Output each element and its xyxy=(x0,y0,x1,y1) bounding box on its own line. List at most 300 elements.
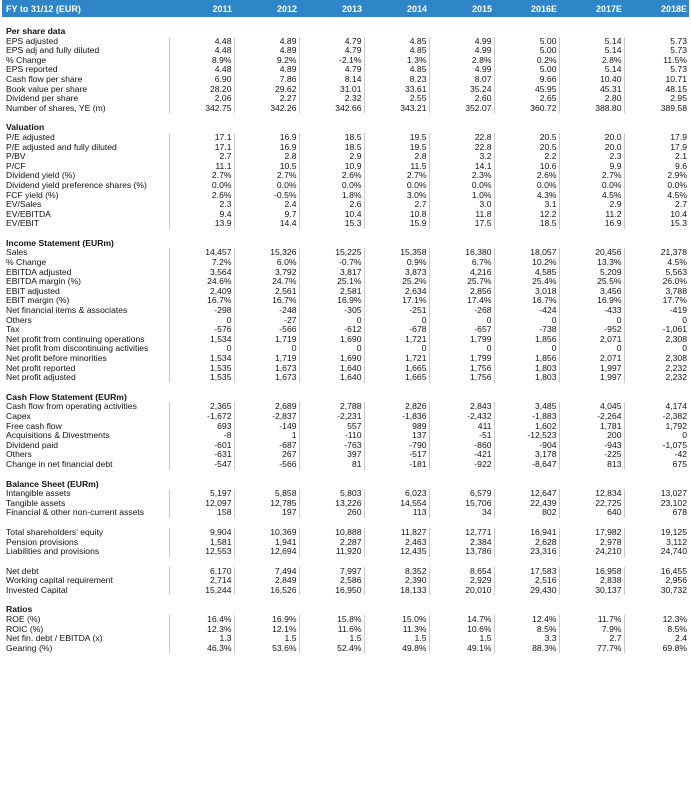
value-cell: 13,786 xyxy=(429,547,494,557)
value-cell: 4,216 xyxy=(429,268,494,278)
spacer-row xyxy=(2,383,689,393)
spacer-cell xyxy=(2,229,689,239)
value-cell: 0 xyxy=(624,316,689,326)
row-label: Free cash flow xyxy=(6,421,62,431)
row-label: Dividend per share xyxy=(6,94,79,104)
row-label: Dividend yield preference shares (%) xyxy=(6,180,147,190)
spacer-cell xyxy=(2,595,689,605)
value-cell: -2,231 xyxy=(299,412,364,422)
value-cell: 802 xyxy=(494,508,559,518)
value-cell: 16.4% xyxy=(169,615,234,625)
year-header: 2015 xyxy=(429,0,494,17)
value-cell: 3.1 xyxy=(494,200,559,210)
value-cell: 397 xyxy=(299,450,364,460)
value-cell: 0.0% xyxy=(234,181,299,191)
value-cell: 1.0% xyxy=(429,191,494,201)
value-cell: 8.9% xyxy=(169,56,234,66)
value-cell: 1.3 xyxy=(169,634,234,644)
value-cell: 3,456 xyxy=(559,287,624,297)
value-cell: 10,888 xyxy=(299,528,364,538)
value-cell: 20,456 xyxy=(559,248,624,258)
value-cell: 0 xyxy=(559,344,624,354)
value-cell: 2.6 xyxy=(299,200,364,210)
value-cell: 2.32 xyxy=(299,94,364,104)
value-cell: 2.3 xyxy=(559,152,624,162)
spacer-row xyxy=(2,229,689,239)
value-cell: 15.8% xyxy=(299,615,364,625)
value-cell: 12.4% xyxy=(494,615,559,625)
value-cell: 8,654 xyxy=(429,567,494,577)
value-cell: 1,792 xyxy=(624,422,689,432)
value-cell: 15,706 xyxy=(429,499,494,509)
value-cell: 12.2 xyxy=(494,210,559,220)
value-cell: 13,027 xyxy=(624,489,689,499)
value-cell: 2.9 xyxy=(559,200,624,210)
value-cell: 14.4 xyxy=(234,219,299,229)
value-cell: 13.9 xyxy=(169,219,234,229)
value-cell: 3,873 xyxy=(364,268,429,278)
value-cell: 45.95 xyxy=(494,85,559,95)
value-cell: -251 xyxy=(364,306,429,316)
value-cell: 2,581 xyxy=(299,287,364,297)
value-cell: 49.8% xyxy=(364,644,429,654)
value-cell: -2,264 xyxy=(559,412,624,422)
row-label: Net fin. debt / EBITDA (x) xyxy=(6,634,103,644)
value-cell: 2.6% xyxy=(169,191,234,201)
value-cell: 16,941 xyxy=(494,528,559,538)
value-cell: 15.3 xyxy=(299,219,364,229)
value-cell: 15,358 xyxy=(364,248,429,258)
row-label: Gearing (%) xyxy=(6,643,53,653)
value-cell: 8.23 xyxy=(364,75,429,85)
value-cell: -421 xyxy=(429,450,494,460)
year-header: 2011 xyxy=(169,0,234,17)
row-label: Net profit adjusted xyxy=(6,373,76,383)
value-cell: 1,719 xyxy=(234,335,299,345)
row-label: Change in net financial debt xyxy=(6,459,113,469)
value-cell: 29,430 xyxy=(494,586,559,596)
value-cell: 4,045 xyxy=(559,402,624,412)
value-cell: 2,071 xyxy=(559,354,624,364)
value-cell: 6.7% xyxy=(429,258,494,268)
value-cell: 2.65 xyxy=(494,94,559,104)
value-cell: 0.0% xyxy=(429,181,494,191)
value-cell: 15,326 xyxy=(234,248,299,258)
value-cell: -2.1% xyxy=(299,56,364,66)
row-label: EV/EBITDA xyxy=(6,209,51,219)
table-row xyxy=(2,586,689,596)
value-cell: 26.0% xyxy=(624,277,689,287)
value-cell: 1,640 xyxy=(299,364,364,374)
row-label: Total shareholders' equity xyxy=(6,527,104,537)
value-cell: 0 xyxy=(624,344,689,354)
value-cell: 989 xyxy=(364,422,429,432)
value-cell: 6.90 xyxy=(169,75,234,85)
value-cell: 1,581 xyxy=(169,538,234,548)
value-cell: 1.3% xyxy=(364,56,429,66)
value-cell: 0.9% xyxy=(364,258,429,268)
value-cell: 14.7% xyxy=(429,615,494,625)
value-cell: 4,585 xyxy=(494,268,559,278)
value-cell: 6,579 xyxy=(429,489,494,499)
value-cell: 11.8 xyxy=(429,210,494,220)
section-title: Cash Flow Statement (EURm) xyxy=(6,392,127,402)
value-cell: 10,369 xyxy=(234,528,299,538)
value-cell: -12,523 xyxy=(494,431,559,441)
value-cell: 2,929 xyxy=(429,576,494,586)
value-cell: 53.6% xyxy=(234,644,299,654)
value-cell: 389.58 xyxy=(624,104,689,114)
value-cell: 17.7% xyxy=(624,296,689,306)
value-cell: -149 xyxy=(234,422,299,432)
value-cell: 1.5 xyxy=(234,634,299,644)
value-cell: -433 xyxy=(559,306,624,316)
value-cell: 197 xyxy=(234,508,299,518)
value-cell: 2.9 xyxy=(299,152,364,162)
value-cell: 18.5 xyxy=(299,133,364,143)
row-label: Net profit from discontinuing activities xyxy=(6,344,149,354)
value-cell: 2,365 xyxy=(169,402,234,412)
value-cell: 16.9 xyxy=(559,219,624,229)
value-cell: 22.8 xyxy=(429,133,494,143)
value-cell: 2.27 xyxy=(234,94,299,104)
row-label: Net profit from continuing operations xyxy=(6,334,145,344)
value-cell: 343.21 xyxy=(364,104,429,114)
row-label: EBITDA adjusted xyxy=(6,267,72,277)
value-cell: 4.99 xyxy=(429,65,494,75)
value-cell: 25.5% xyxy=(559,277,624,287)
value-cell: 17.5 xyxy=(429,219,494,229)
value-cell: 0 xyxy=(299,344,364,354)
value-cell: 49.1% xyxy=(429,644,494,654)
value-cell: 0 xyxy=(494,316,559,326)
value-cell: 9.7 xyxy=(234,210,299,220)
value-cell: 5,563 xyxy=(624,268,689,278)
value-cell: 0 xyxy=(169,344,234,354)
spacer-row xyxy=(2,595,689,605)
table-row xyxy=(2,219,689,229)
value-cell: -305 xyxy=(299,306,364,316)
value-cell: 10.4 xyxy=(624,210,689,220)
table-row xyxy=(2,306,689,316)
value-cell: 2.6% xyxy=(494,171,559,181)
value-cell: 0.0% xyxy=(169,181,234,191)
value-cell: 18.5 xyxy=(299,143,364,153)
value-cell: 12,435 xyxy=(364,547,429,557)
value-cell: 9.4 xyxy=(169,210,234,220)
table-row xyxy=(2,499,689,509)
row-label: Financial & other non-current assets xyxy=(6,508,145,518)
value-cell: -2,432 xyxy=(429,412,494,422)
value-cell: 2,390 xyxy=(364,576,429,586)
value-cell: 31.01 xyxy=(299,85,364,95)
value-cell: 16.7% xyxy=(494,296,559,306)
table-row xyxy=(2,508,689,518)
value-cell: 4.5% xyxy=(624,258,689,268)
table-row xyxy=(2,335,689,345)
value-cell: 3,788 xyxy=(624,287,689,297)
value-cell: 2.3 xyxy=(169,200,234,210)
value-cell: 12,553 xyxy=(169,547,234,557)
value-cell: 88.3% xyxy=(494,644,559,654)
value-cell: 16.7% xyxy=(234,296,299,306)
value-cell: 2.55 xyxy=(364,94,429,104)
row-label: Number of shares, YE (m) xyxy=(6,103,106,113)
value-cell: -27 xyxy=(234,316,299,326)
row-label: EV/Sales xyxy=(6,200,42,210)
value-cell: 12.3% xyxy=(169,625,234,635)
row-label: Dividend yield (%) xyxy=(6,171,76,181)
value-cell: 12.3% xyxy=(624,615,689,625)
value-cell: 4.5% xyxy=(624,191,689,201)
value-cell: 2,689 xyxy=(234,402,299,412)
value-cell: 5.73 xyxy=(624,46,689,56)
section-title: Per share data xyxy=(6,27,66,36)
value-cell: 2,516 xyxy=(494,576,559,586)
value-cell: 12,785 xyxy=(234,499,299,509)
spacer-cell xyxy=(2,470,689,480)
row-label: Dividend paid xyxy=(6,440,59,450)
row-label: Tax xyxy=(6,325,20,335)
row-label: Capex xyxy=(6,411,31,421)
row-label: P/BV xyxy=(6,152,26,162)
value-cell: 9.66 xyxy=(494,75,559,85)
value-cell: -943 xyxy=(559,441,624,451)
spacer-cell xyxy=(2,113,689,123)
value-cell: -8 xyxy=(169,431,234,441)
value-cell: 16,380 xyxy=(429,248,494,258)
section-title: Valuation xyxy=(6,123,45,133)
value-cell: 16.9 xyxy=(234,143,299,153)
value-cell: 2.7 xyxy=(624,200,689,210)
value-cell: 7.9% xyxy=(559,625,624,635)
value-cell: 0 xyxy=(429,344,494,354)
value-cell: 267 xyxy=(234,450,299,460)
value-cell: 10.8 xyxy=(364,210,429,220)
value-cell: 0.0% xyxy=(624,181,689,191)
value-cell: 137 xyxy=(364,431,429,441)
value-cell: 2.95 xyxy=(624,94,689,104)
value-cell: 2.8% xyxy=(429,56,494,66)
value-cell: 4.48 xyxy=(169,46,234,56)
value-cell: 2.2 xyxy=(494,152,559,162)
value-cell: 1,690 xyxy=(299,354,364,364)
value-cell: -687 xyxy=(234,441,299,451)
value-cell: 45.31 xyxy=(559,85,624,95)
value-cell: -2,837 xyxy=(234,412,299,422)
value-cell: 7.2% xyxy=(169,258,234,268)
row-label: ROIC (%) xyxy=(6,624,44,634)
row-label: EBIT margin (%) xyxy=(6,296,70,306)
value-cell: 0 xyxy=(364,316,429,326)
value-cell: 6,170 xyxy=(169,567,234,577)
value-cell: 12.1% xyxy=(234,625,299,635)
row-label: EBITDA margin (%) xyxy=(6,277,81,287)
value-cell: 2,628 xyxy=(494,538,559,548)
row-label: P/E adjusted xyxy=(6,132,55,142)
value-cell: 16,950 xyxy=(299,586,364,596)
year-header: 2018E xyxy=(624,0,689,17)
value-cell: 1,534 xyxy=(169,354,234,364)
year-header: 2017E xyxy=(559,0,624,17)
value-cell: 3,178 xyxy=(494,450,559,460)
value-cell: -763 xyxy=(299,441,364,451)
value-cell: 1,640 xyxy=(299,373,364,383)
value-cell: 20,010 xyxy=(429,586,494,596)
value-cell: 7,997 xyxy=(299,567,364,577)
value-cell: 4.89 xyxy=(234,37,299,47)
value-cell: 4.85 xyxy=(364,37,429,47)
value-cell: -181 xyxy=(364,460,429,470)
value-cell: 20.0 xyxy=(559,143,624,153)
value-cell: 1,719 xyxy=(234,354,299,364)
value-cell: 18.5 xyxy=(494,219,559,229)
row-label: Liabilities and provisions xyxy=(6,547,100,557)
value-cell: 19.5 xyxy=(364,143,429,153)
value-cell: -248 xyxy=(234,306,299,316)
value-cell: 3.0 xyxy=(429,200,494,210)
value-cell: 2.3% xyxy=(429,171,494,181)
value-cell: 2,978 xyxy=(559,538,624,548)
value-cell: 5.14 xyxy=(559,37,624,47)
value-cell: 16.9% xyxy=(299,296,364,306)
value-cell: 113 xyxy=(364,508,429,518)
value-cell: 81 xyxy=(299,460,364,470)
value-cell: 2,071 xyxy=(559,335,624,345)
value-cell: 24,210 xyxy=(559,547,624,557)
table-row xyxy=(2,104,689,114)
value-cell: 25.2% xyxy=(364,277,429,287)
value-cell: 2,463 xyxy=(364,538,429,548)
value-cell: 25.1% xyxy=(299,277,364,287)
value-cell: -547 xyxy=(169,460,234,470)
table-body xyxy=(2,17,689,653)
value-cell: 1,690 xyxy=(299,335,364,345)
row-label: Net profit reported xyxy=(6,363,76,373)
value-cell: 3.0% xyxy=(364,191,429,201)
value-cell: 1,856 xyxy=(494,354,559,364)
value-cell: 11,827 xyxy=(364,528,429,538)
value-cell: 4.79 xyxy=(299,65,364,75)
year-header: 2016E xyxy=(494,0,559,17)
row-label: Net profit before minorities xyxy=(6,354,107,363)
value-cell: 1,721 xyxy=(364,335,429,345)
value-cell: 5.00 xyxy=(494,46,559,56)
value-cell: 48.15 xyxy=(624,85,689,95)
value-cell: 4.3% xyxy=(494,191,559,201)
value-cell: 10.6% xyxy=(429,625,494,635)
value-cell: 9.6 xyxy=(624,162,689,172)
value-cell: 0 xyxy=(364,344,429,354)
value-cell: 2,826 xyxy=(364,402,429,412)
value-cell: 678 xyxy=(624,508,689,518)
value-cell: 2,634 xyxy=(364,287,429,297)
value-cell: 14,457 xyxy=(169,248,234,258)
row-label: Cash flow per share xyxy=(6,74,83,84)
value-cell: 2,838 xyxy=(559,576,624,586)
value-cell: 6,023 xyxy=(364,489,429,499)
row-label: % Change xyxy=(6,55,47,65)
value-cell: 2,308 xyxy=(624,354,689,364)
value-cell: 17.1% xyxy=(364,296,429,306)
value-cell: -904 xyxy=(494,441,559,451)
section-title: Balance Sheet (EURm) xyxy=(6,479,99,489)
value-cell: 4,174 xyxy=(624,402,689,412)
value-cell: 11.7% xyxy=(559,615,624,625)
value-cell: 813 xyxy=(559,460,624,470)
value-cell: 158 xyxy=(169,508,234,518)
value-cell: 25.7% xyxy=(429,277,494,287)
value-cell: 0 xyxy=(624,431,689,441)
value-cell: 2.8 xyxy=(364,152,429,162)
value-cell: 1,535 xyxy=(169,373,234,383)
value-cell: 11.2 xyxy=(559,210,624,220)
value-cell: 1,997 xyxy=(559,373,624,383)
value-cell: 16,526 xyxy=(234,586,299,596)
row-label: P/E adjusted and fully diluted xyxy=(6,142,117,152)
value-cell: 18,057 xyxy=(494,248,559,258)
value-cell: 4.48 xyxy=(169,37,234,47)
value-cell: -790 xyxy=(364,441,429,451)
value-cell: 1,799 xyxy=(429,335,494,345)
table-row xyxy=(2,143,689,153)
value-cell: 2,308 xyxy=(624,335,689,345)
value-cell: 0.0% xyxy=(299,181,364,191)
value-cell: 5.00 xyxy=(494,65,559,75)
value-cell: 1,856 xyxy=(494,335,559,345)
value-cell: 2,561 xyxy=(234,287,299,297)
value-cell: -110 xyxy=(299,431,364,441)
value-cell: 10.6 xyxy=(494,162,559,172)
value-cell: 10.40 xyxy=(559,75,624,85)
value-cell: 2.1 xyxy=(624,152,689,162)
value-cell: 6.0% xyxy=(234,258,299,268)
value-cell: 1,803 xyxy=(494,373,559,383)
value-cell: 17,982 xyxy=(559,528,624,538)
table-row xyxy=(2,547,689,557)
value-cell: 14,554 xyxy=(364,499,429,509)
value-cell: 411 xyxy=(429,422,494,432)
value-cell: 21,378 xyxy=(624,248,689,258)
value-cell: 12,647 xyxy=(494,489,559,499)
value-cell: 2.8% xyxy=(559,56,624,66)
spacer-cell xyxy=(2,17,689,27)
value-cell: 352.07 xyxy=(429,104,494,114)
value-cell: 1,799 xyxy=(429,354,494,364)
value-cell: 640 xyxy=(559,508,624,518)
value-cell: 2,956 xyxy=(624,576,689,586)
value-cell: -631 xyxy=(169,450,234,460)
value-cell: 5.14 xyxy=(559,65,624,75)
value-cell: 0 xyxy=(494,344,559,354)
value-cell: 46.3% xyxy=(169,644,234,654)
value-cell: 4.79 xyxy=(299,46,364,56)
row-label: % Change xyxy=(6,258,47,268)
year-header: 2014 xyxy=(364,0,429,17)
value-cell: 2.80 xyxy=(559,94,624,104)
value-cell: 3,485 xyxy=(494,402,559,412)
value-cell: -657 xyxy=(429,325,494,335)
value-cell: 7.86 xyxy=(234,75,299,85)
value-cell: 2.7 xyxy=(364,200,429,210)
value-cell: 693 xyxy=(169,422,234,432)
value-cell: 30,732 xyxy=(624,586,689,596)
value-cell: 12,834 xyxy=(559,489,624,499)
value-cell: 1,756 xyxy=(429,373,494,383)
value-cell: -1,883 xyxy=(494,412,559,422)
value-cell: 2,232 xyxy=(624,364,689,374)
value-cell: 1,997 xyxy=(559,364,624,374)
